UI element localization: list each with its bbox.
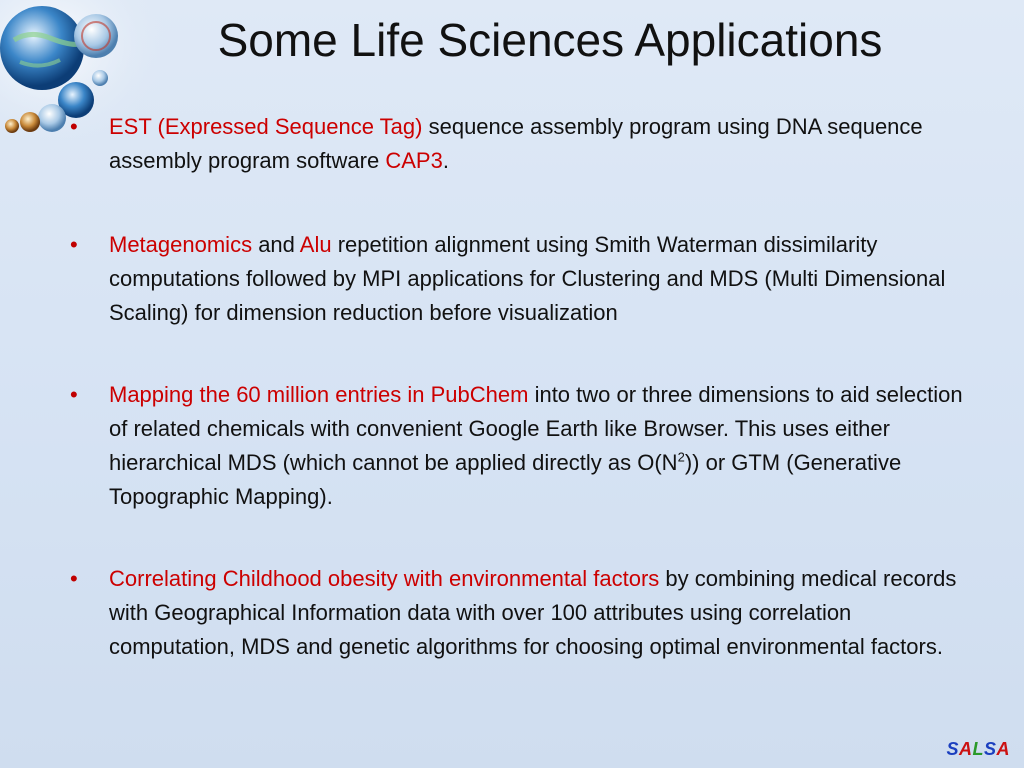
salsa-logo	[946, 739, 1010, 760]
superscript: 2	[677, 449, 685, 465]
bullet-text-end: repetition alignment using Smith Waterman dissimilarity computations followed by MPI applications for Clustering and MDS (Multi Dimensional Scaling) for dimension reduction before visualization	[109, 232, 946, 325]
bullet-text: into two or three dimensions to aid selection of related chemicals with convenient Google Earth like Browser. This uses either hierarchical MDS (which cannot be applied directly as O(N	[109, 382, 963, 475]
bullet-text: by combining medical records with Geographical Information data with over 100 attributes using correlation computation, MDS and genetic algorithms for choosing optimal environmental factors.	[109, 566, 957, 659]
bullet-list	[70, 110, 970, 664]
slide-title: Some Life Sciences Applications	[217, 14, 883, 66]
logo-letter: L	[972, 739, 984, 759]
bullet-item-est	[70, 110, 970, 178]
bullet-highlight: EST (Expressed Sequence Tag)	[109, 114, 423, 139]
bullet-highlight: Metagenomics	[109, 232, 253, 257]
logo-letter: S	[946, 739, 959, 759]
bullet-item-pubchem	[70, 378, 970, 514]
bullet-text: and	[252, 232, 300, 257]
bullet-text-end: .	[442, 148, 449, 173]
bullet-item-obesity	[70, 562, 970, 664]
bullet-dot: •	[70, 382, 78, 407]
bullet-highlight: Correlating Childhood obesity with environmental factors	[109, 566, 660, 591]
bullet-dot: •	[70, 232, 78, 257]
bullet-item-metagenomics	[70, 228, 970, 330]
logo-letter: A	[996, 739, 1010, 759]
logo-letter: S	[983, 739, 997, 759]
logo-letter: A	[958, 739, 973, 759]
bullet-highlight-alu: Alu	[299, 232, 332, 257]
bullet-dot: •	[70, 114, 78, 139]
bullet-text-end: )) or GTM (Generative Topographic Mapping).	[109, 450, 902, 509]
bullet-text: sequence assembly program using DNA sequence assembly program software	[109, 114, 923, 173]
bullet-highlight: Mapping the 60 million entries in PubChem	[109, 382, 529, 407]
bullet-dot: •	[70, 566, 78, 591]
bullet-highlight-cap3: CAP3	[385, 148, 443, 173]
